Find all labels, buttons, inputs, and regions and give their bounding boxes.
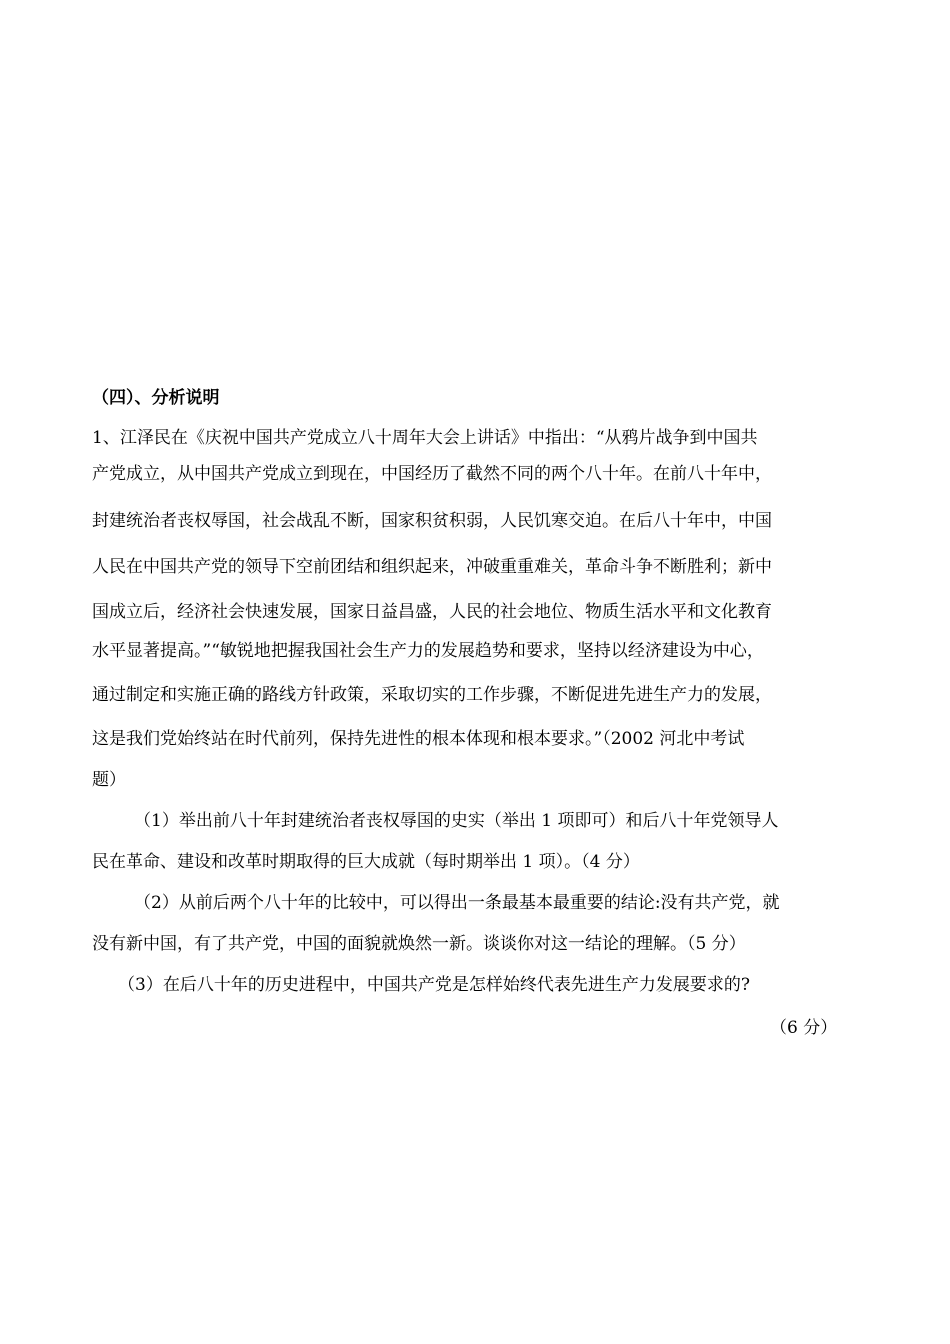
question-text-line: 通过制定和实施正确的路线方针政策，采取切实的工作步骤，不断促进先进生产力的发展， — [92, 685, 772, 705]
subquestion-3-points: （6 分） — [770, 1018, 838, 1038]
question-text-line: 国成立后，经济社会快速发展，国家日益昌盛，人民的社会地位、物质生活水平和文化教育 — [92, 602, 772, 622]
subquestion-2-line-2: 没有新中国，有了共产党，中国的面貌就焕然一新。谈谈你对这一结论的理解。（5 分） — [92, 934, 746, 954]
question-text-line: 这是我们党始终站在时代前列，保持先进性的根本体现和根本要求。”（2002 河北中考试 — [92, 729, 745, 749]
section-heading: （四）、分析说明 — [92, 388, 220, 408]
subquestion-3-line-1: （3）在后八十年的历史进程中，中国共产党是怎样始终代表先进生产力发展要求的? — [118, 975, 750, 995]
question-text-line: 1、江泽民在《庆祝中国共产党成立八十周年大会上讲话》中指出：“从鸦片战争到中国共 — [92, 428, 758, 448]
subquestion-2-line-1: （2）从前后两个八十年的比较中，可以得出一条最基本最重要的结论:没有共产党，就 — [134, 893, 780, 913]
question-text-line: 题） — [92, 770, 126, 790]
subquestion-1-line-2: 民在革命、建设和改革时期取得的巨大成就（每时期举出 1 项）。（4 分） — [92, 852, 640, 872]
subquestion-1-line-1: （1）举出前八十年封建统治者丧权辱国的史实（举出 1 项即可）和后八十年党领导人 — [134, 811, 779, 831]
question-text-line: 封建统治者丧权辱国，社会战乱不断，国家积贫积弱，人民饥寒交迫。在后八十年中，中国 — [92, 511, 772, 531]
question-text-line: 水平显著提高。”“敏锐地把握我国社会生产力的发展趋势和要求，坚持以经济建设为中心， — [92, 641, 764, 661]
question-text-line: 产党成立，从中国共产党成立到现在，中国经历了截然不同的两个八十年。在前八十年中， — [92, 464, 772, 484]
question-text-line: 人民在中国共产党的领导下空前团结和组织起来，冲破重重难关，革命斗争不断胜利；新中 — [92, 557, 772, 577]
